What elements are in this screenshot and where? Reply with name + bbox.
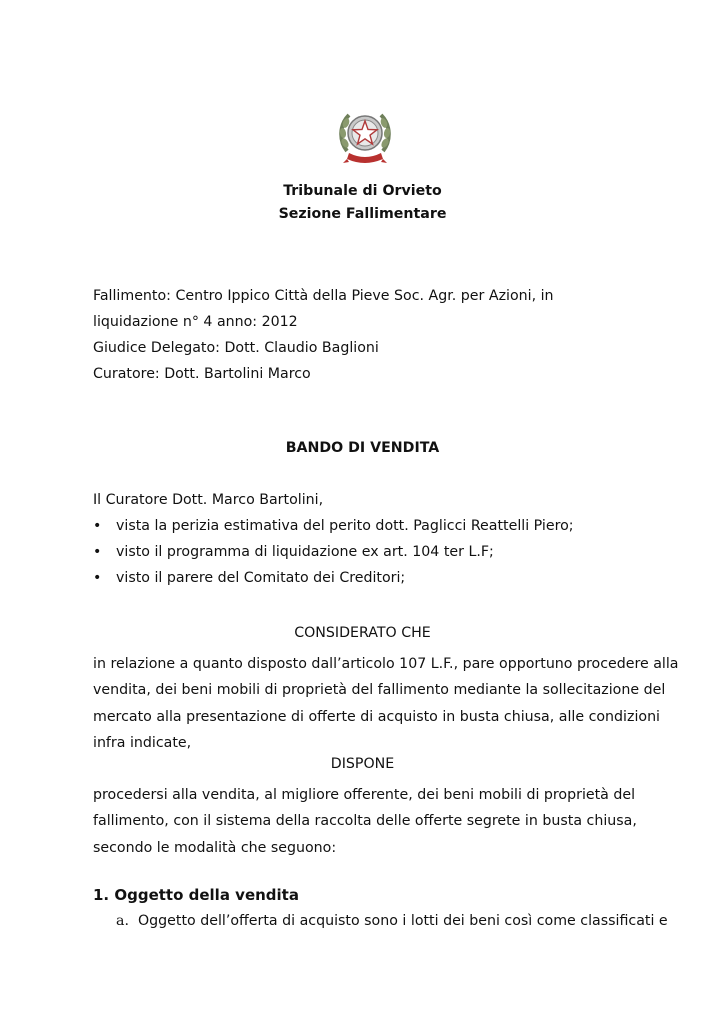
paragraph-line: vendita, dei beni mobili di proprietà del fallimento mediante la sollecitazione del [93,682,666,699]
list-item [93,518,574,534]
list-item [93,570,405,586]
paragraph-line: secondo le modalità che seguono: [93,839,337,856]
considerato-heading: CONSIDERATO CHE [294,625,431,641]
paragraph-line: infra indicate, [93,734,192,751]
case-bankruptcy-line: Fallimento: Centro Ippico Città della Pieve Soc. Agr. per Azioni, in [93,288,554,304]
list-item-text: vista la perizia estimativa del perito dott. Paglicci Reattelli Piero; [116,518,574,534]
court-section: Sezione Fallimentare [278,206,447,222]
case-judge-line: Giudice Delegato: Dott. Claudio Baglioni [93,340,379,356]
considerato-paragraph [93,651,679,756]
paragraph-line: procedersi alla vendita, al migliore offerente, dei beni mobili di proprietà del [93,787,636,803]
italian-republic-emblem-icon [337,107,393,165]
paragraph-line: mercato alla presentazione di offerte di acquisto in busta chiusa, alle condizioni [93,708,661,725]
list-item-text: visto il programma di liquidazione ex art. 104 ter L.F; [116,544,494,560]
bullet-icon: • [93,518,102,534]
section-1-item-a [116,913,668,929]
paragraph-line: in relazione a quanto disposto dall’articolo 107 L.F., pare opportuno procedere alla [93,656,679,672]
item-text: Oggetto dell’offerta di acquisto sono i lotti dei beni così come classificati e [138,913,668,929]
section-1-heading: 1. Oggetto della vendita [93,886,299,904]
document-title: BANDO DI VENDITA [285,440,440,456]
bullet-icon: • [93,570,102,586]
case-curator-line: Curatore: Dott. Bartolini Marco [93,366,311,382]
case-liquidation-line: liquidazione n° 4 anno: 2012 [93,314,298,330]
item-label: a. [116,913,129,929]
dispone-paragraph [93,782,637,861]
list-item [93,544,494,560]
court-name: Tribunale di Orvieto [283,183,442,199]
paragraph-line: fallimento, con il sistema della raccolta delle offerte segrete in busta chiusa, [93,813,637,830]
intro-line: Il Curatore Dott. Marco Bartolini, [93,492,324,508]
dispone-heading: DISPONE [330,756,395,772]
list-item-text: visto il parere del Comitato dei Creditori; [116,570,406,586]
bullet-icon: • [93,544,102,560]
